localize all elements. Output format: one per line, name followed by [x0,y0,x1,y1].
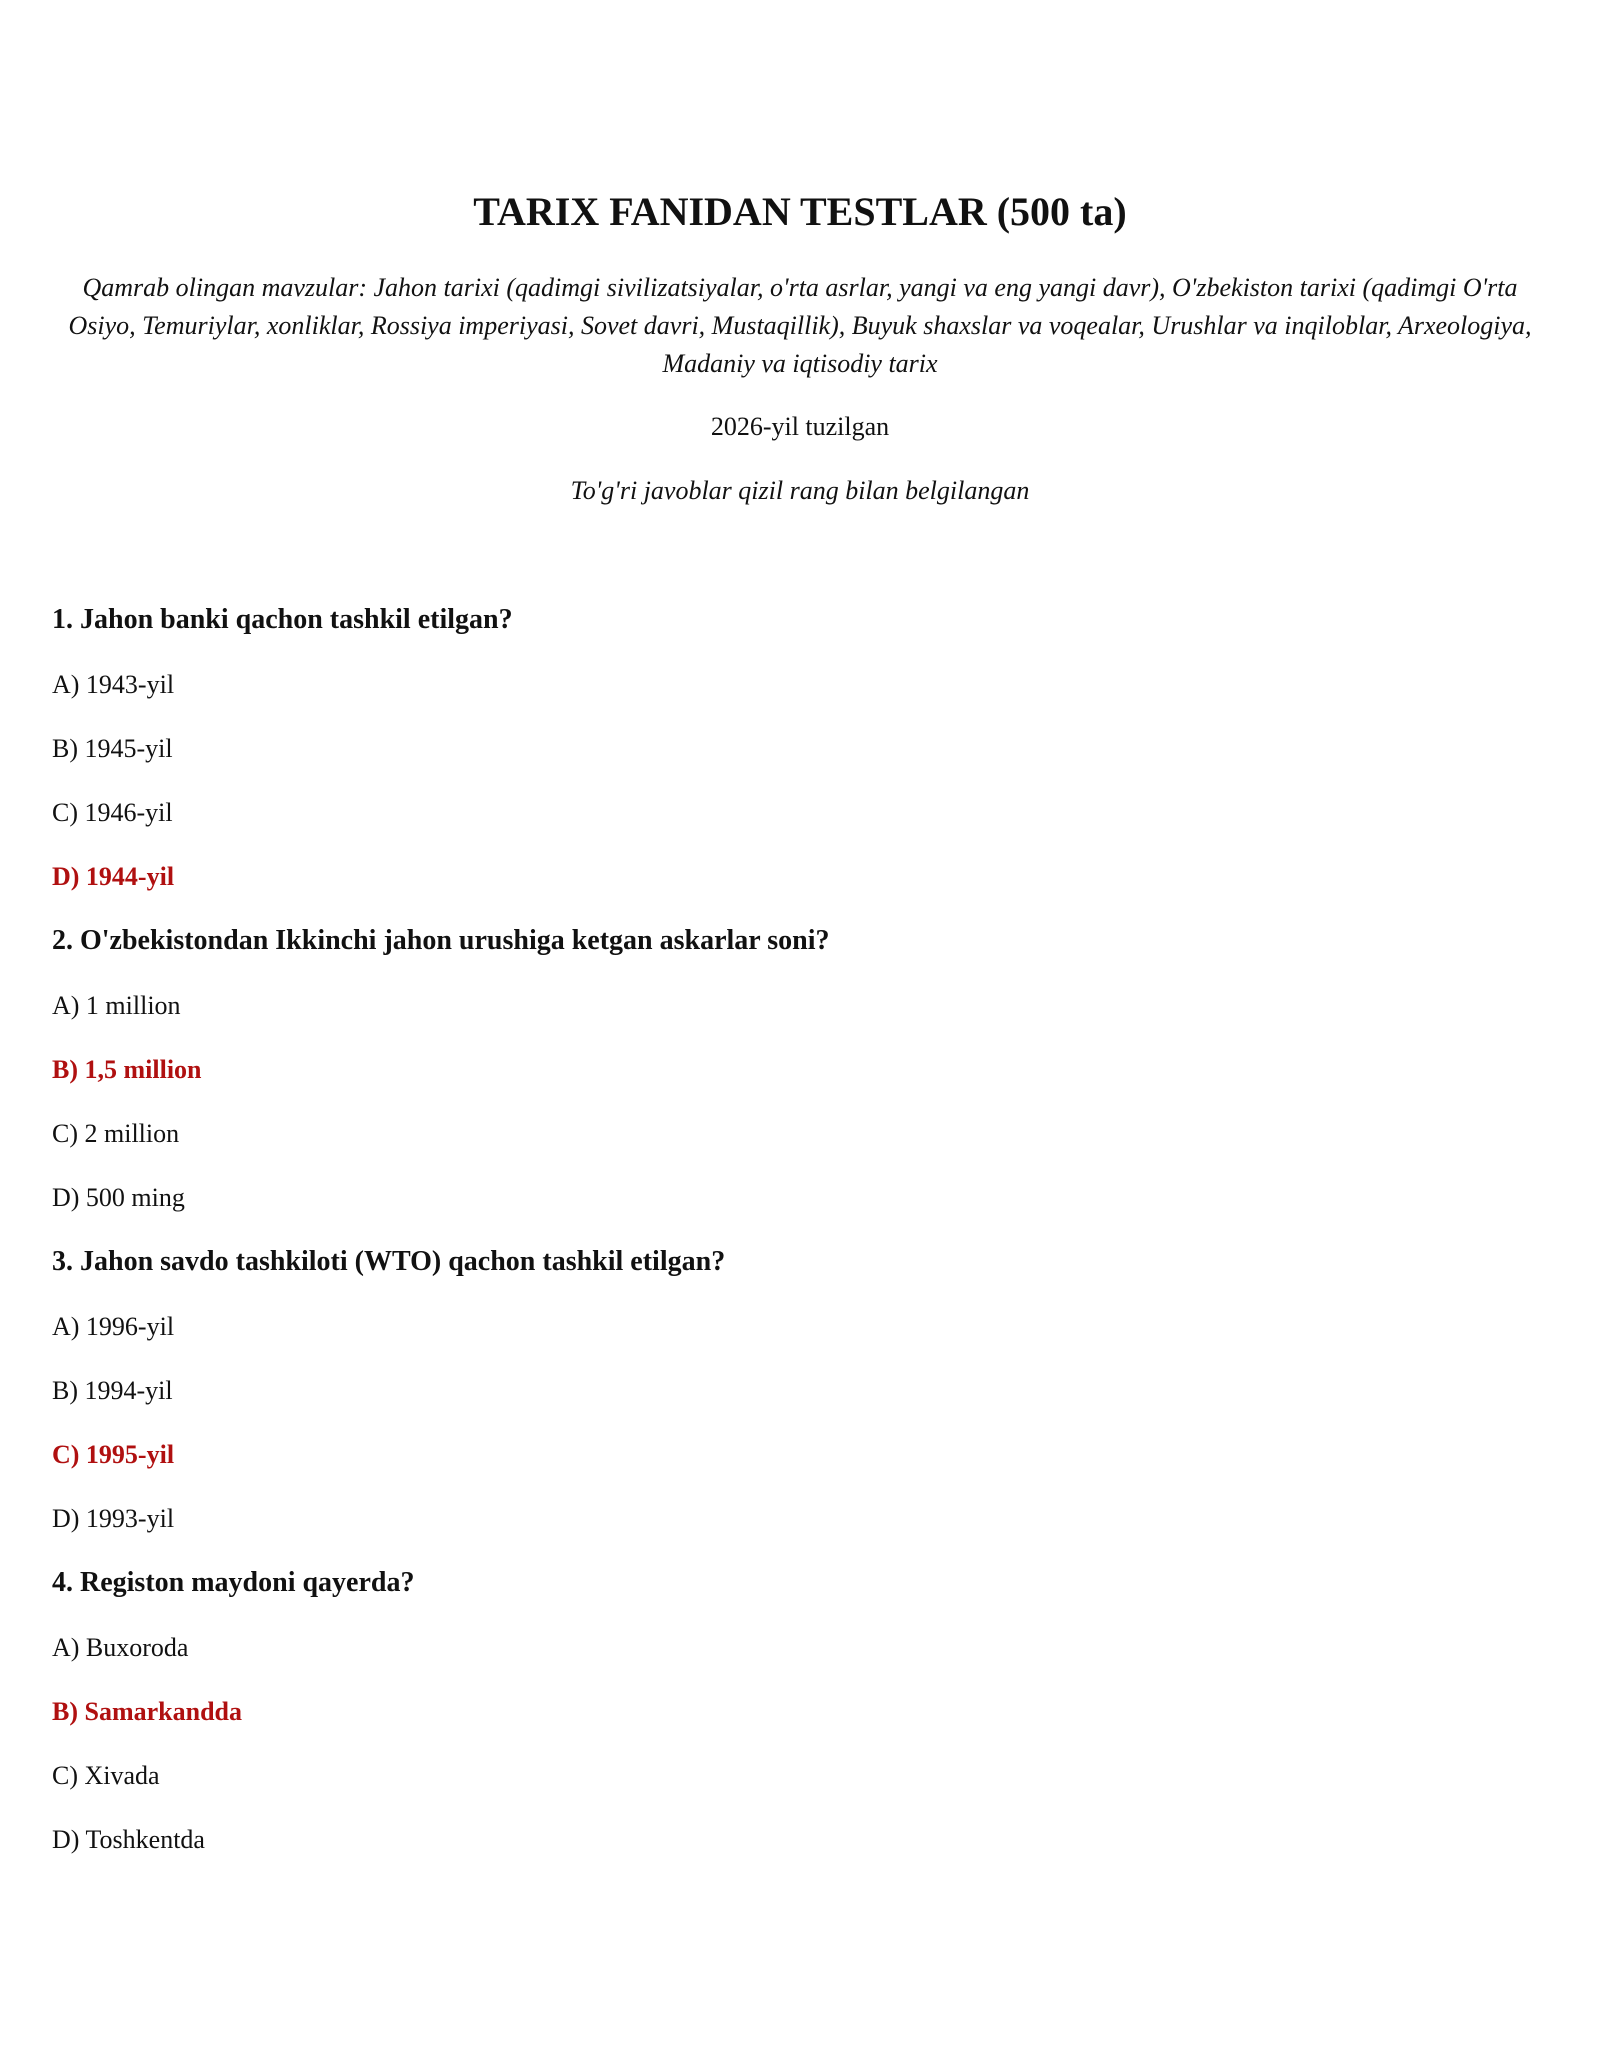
correct-answer-option: B) 1,5 million [52,1055,202,1084]
correct-answer-option: C) 1995-yil [52,1440,175,1469]
question-text: 4. Registon maydoni qayerda? [52,1567,415,1598]
question-block [52,1565,1552,1858]
answer-option: B) 1945-yil [52,734,173,763]
answer-option: B) 1994-yil [52,1376,173,1405]
question-block [52,602,1552,895]
answer-option: A) 1996-yil [52,1312,175,1341]
question-text: 3. Jahon savdo tashkiloti (WTO) qachon tashkil etilgan? [52,1246,726,1277]
answer-option: D) 500 ming [52,1183,185,1212]
question-list [52,602,1552,1886]
answer-option: C) Xivada [52,1761,160,1790]
correct-answer-option: B) Samarkandda [52,1697,242,1726]
answer-option: D) Toshkentda [52,1825,205,1854]
document-subtitle: Qamrab olingan mavzular: Jahon tarixi (qadimgi sivilizatsiyalar, o'rta asrlar, yangi va eng yangi davr), O'zbekiston tarixi (qadimgi O'rta Osiyo, Temuriylar, xonliklar, Rossiya imperiyasi, Sovet davri, Mustaqillik), Buyuk shaxslar va voqealar, Urushlar va inqiloblar, Arxeologiya, Madaniy va iqtisodiy tarix [68,273,1532,378]
question-text: 2. O'zbekistondan Ikkinchi jahon urushiga ketgan askarlar soni? [52,925,830,956]
answer-option: A) 1 million [52,991,181,1020]
question-block [52,1244,1552,1537]
answer-option: D) 1993-yil [52,1504,175,1533]
document-date-line: 2026-yil tuzilgan [710,412,890,441]
document-title: TARIX FANIDAN TESTLAR (500 ta) [473,189,1127,234]
correct-answer-option: D) 1944-yil [52,862,175,891]
answer-key-note: To'g'ri javoblar qizil rang bilan belgilangan [570,476,1030,505]
question-block [52,923,1552,1216]
answer-option: A) Buxoroda [52,1633,189,1662]
answer-option: C) 1946-yil [52,798,173,827]
answer-option: A) 1943-yil [52,670,175,699]
answer-option: C) 2 million [52,1119,180,1148]
question-text: 1. Jahon banki qachon tashkil etilgan? [52,604,513,635]
